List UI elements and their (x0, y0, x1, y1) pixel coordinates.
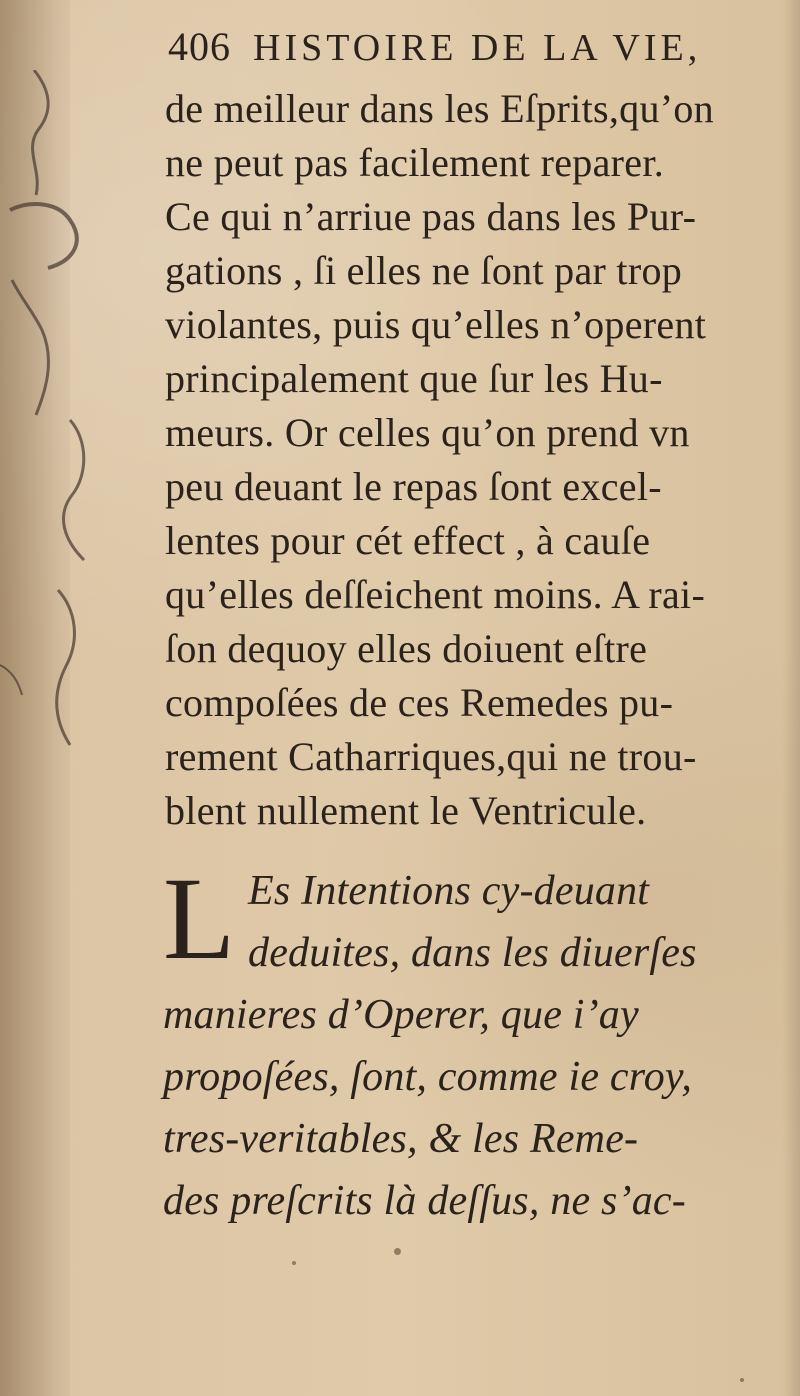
text-line: de meilleur dans les Eſprits,qu’on (165, 86, 714, 131)
text-line: compoſées de ces Remedes pu- (165, 680, 674, 725)
italic-opening-lines (248, 860, 788, 984)
text-line: gations , ſi elles ne ſont par trop (165, 248, 683, 293)
text-line: meurs. Or celles qu’on prend vn (165, 410, 690, 455)
italic-text-line: propoſées, ſont, comme ie croy, (163, 1054, 693, 1100)
body-text-block (165, 82, 770, 838)
ink-spot (740, 1378, 744, 1382)
italic-text-line: tres-veritables, & les Reme- (163, 1116, 639, 1162)
italic-text-line: deduites, dans les diuerſes (248, 930, 697, 976)
text-line: principalement que ſur les Hu- (165, 356, 663, 401)
drop-cap-letter: L (163, 853, 236, 984)
text-line: lentes pour cét effect , à cauſe (165, 518, 651, 563)
text-line: ſon dequoy elles doiuent eſtre (165, 626, 648, 671)
running-title: HISTOIRE DE LA VIE, (253, 27, 702, 69)
text-line: rement Catharriques,qui ne trou- (165, 734, 697, 779)
italic-text-line: des preſcrits là deſſus, ne s’ac- (163, 1178, 686, 1224)
margin-handwriting-marks (0, 70, 120, 830)
text-line: violantes, puis qu’elles n’operent (165, 302, 707, 347)
italic-text-line: manieres d’Operer, que i’ay (163, 992, 639, 1038)
italic-text-block (163, 984, 783, 1232)
page-number: 406 (168, 24, 231, 69)
ink-spot (292, 1261, 296, 1265)
text-line: qu’elles deſſeichent moins. A rai- (165, 572, 706, 617)
text-line: peu deuant le repas ſont excel- (165, 464, 662, 509)
ink-spot (394, 1248, 401, 1255)
text-line: Ce qui n’arriue pas dans les Pur- (165, 194, 697, 239)
right-page-edge (782, 0, 800, 1396)
text-line: blent nullement le Ventricule. (165, 788, 647, 833)
page-header (168, 23, 778, 83)
text-line: ne peut pas facilement reparer. (165, 140, 665, 185)
italic-text-line: Es Intentions cy-deuant (248, 868, 650, 914)
